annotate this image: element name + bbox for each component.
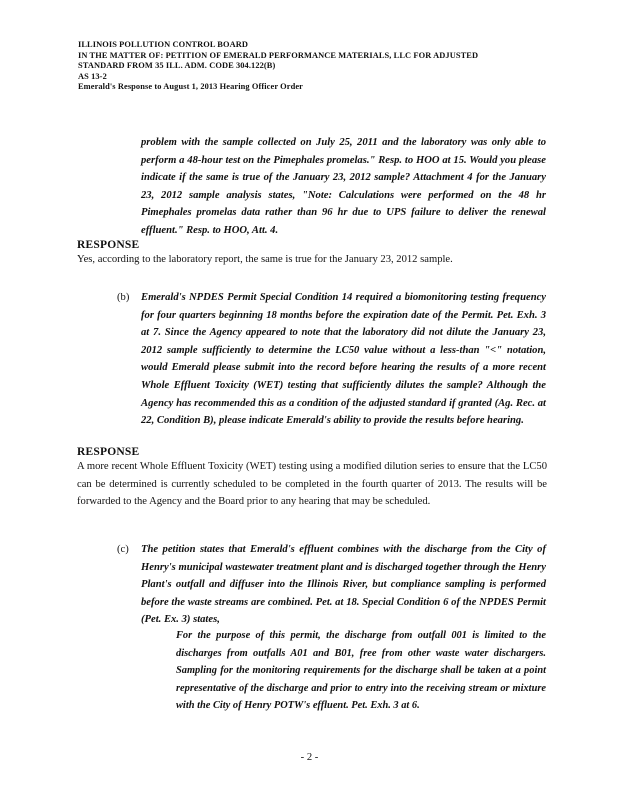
response-heading-2: RESPONSE <box>77 446 140 458</box>
item-c-label: (c) <box>117 544 129 555</box>
item-c-text: The petition states that Emerald's effluent combines with the discharge from the City of Henry's municipal wastewater treatment plant and is discharged together through the Henry Plant's outfall and diffuser into the Illinois River, but compliance sampling is performed before the waste streams are combined. Pet. at 18. Special Condition 6 of the NPDES Permit (Pet. Ex. 3) states, <box>141 544 546 626</box>
question-continuation: problem with the sample collected on July 25, 2011 and the laboratory was only able to perform a 48-hour test on the Pimephales promelas." Resp. to HOO at 15. Would you please indicate if the same is true of the January 23, 2012 sample? Attachment 4 for the January 23, 2012 sample analysis states, "Note: Calculations were performed on the 48 hr Pimephales promelas data rather than 96 hr due to UPS failure to deliver the renewal effluent." Resp. to HOO, Att. 4. <box>141 137 546 236</box>
item-b-label: (b) <box>117 292 130 303</box>
response-heading-1: RESPONSE <box>77 239 140 251</box>
header-document-title: Emerald's Response to August 1, 2013 Hearing Officer Order <box>78 82 304 91</box>
document-header <box>78 40 578 93</box>
block-quote: For the purpose of this permit, the discharge from outfall 001 is limited to the discharges from outfalls A01 and B01, free from other waste water dischargers. Sampling for the monitoring requirements for the discharge shall be taken at a point representative of the discharge and prior to entry into the receiving stream or mixture with the City of Henry POTW's effluent. Pet. Exh. 3 at 6. <box>176 630 546 712</box>
item-b-text: Emerald's NPDES Permit Special Condition 14 required a biomonitoring testing frequency for four quarters beginning 18 months before the expiration date of the Permit. Pet. Exh. 3 at 7. Since the Agency appeared to note that the laboratory did not dilute the January 23, 2012 sample sufficiently to determine the LC50 value without a less-than "<" notation, would Emerald please submit into the record before hearing the results of a more recent Whole Effluent Toxicity (WET) testing that sufficiently dilutes the sample? Although the Agency has recommended this as a condition of the adjusted standard if granted (Ag. Rec. at 22, Condition B), please indicate Emerald's ability to provide the results before hearing. <box>141 292 546 427</box>
header-board-name: ILLINOIS POLLUTION CONTROL BOARD <box>78 40 249 49</box>
header-case-number: AS 13-2 <box>78 71 107 81</box>
header-matter-line: IN THE MATTER OF: PETITION OF EMERALD PERFORMANCE MATERIALS, LLC FOR ADJUSTED <box>78 50 479 60</box>
response-text-2: A more recent Whole Effluent Toxicity (WET) testing using a modified dilution series to ensure that the LC50 can be determined is currently scheduled to be completed in the fourth quarter of 2013. The results will be forwarded to the Agency and the Board prior to any hearing that may be scheduled. <box>77 461 547 508</box>
page-number: - 2 - <box>300 752 319 763</box>
header-standard-line: STANDARD FROM 35 ILL. ADM. CODE 304.122(B) <box>78 61 276 70</box>
response-text-1: Yes, according to the laboratory report, the same is true for the January 23, 2012 sample. <box>77 254 453 265</box>
